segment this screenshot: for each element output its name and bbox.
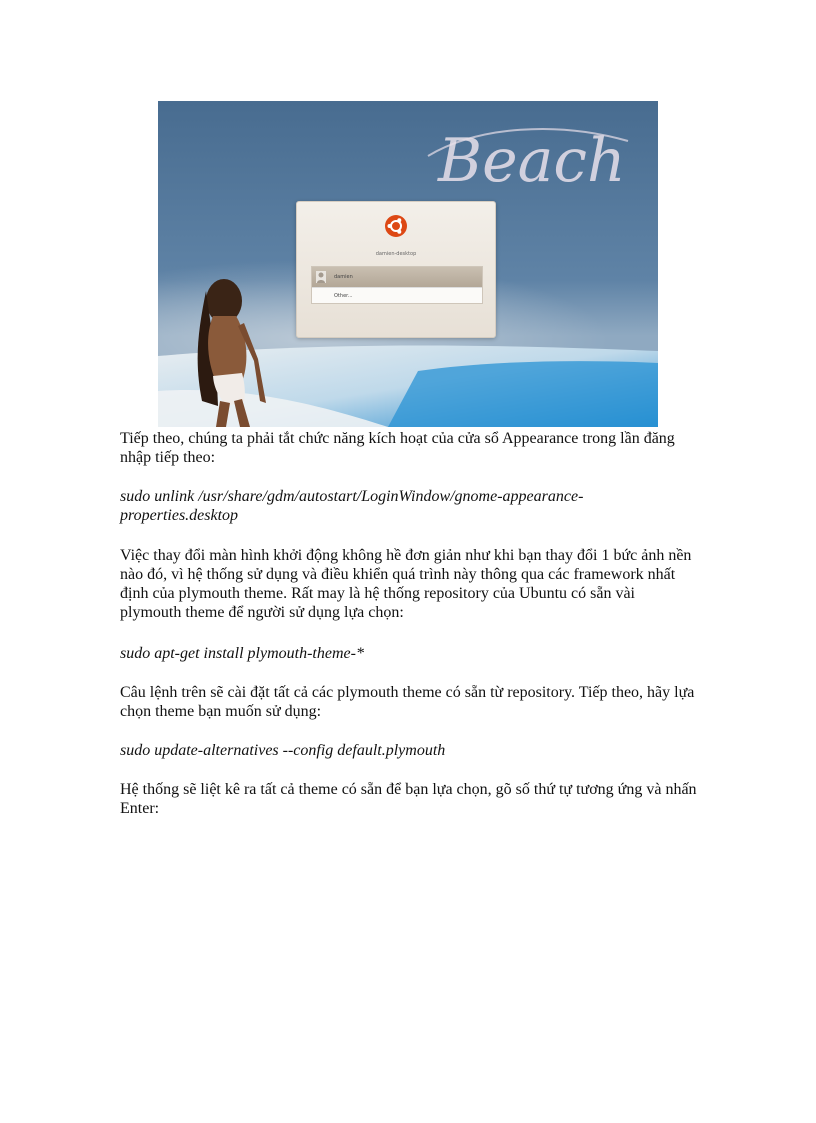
user-avatar-icon bbox=[316, 271, 326, 283]
host-name: damien-desktop bbox=[375, 251, 417, 257]
other-user-label: Other... bbox=[334, 292, 353, 299]
user-item-other[interactable] bbox=[312, 287, 482, 303]
user-name: damien bbox=[334, 274, 353, 280]
ubuntu-logo-icon bbox=[384, 214, 408, 238]
paragraph-intro: Tiếp theo, chúng ta phải tắt chức năng kích hoạt của cửa sổ Appearance trong lần đăng nhập tiếp theo: bbox=[120, 430, 675, 466]
login-screen-image bbox=[158, 101, 658, 427]
paragraph-plymouth: Việc thay đổi màn hình khởi động không hề đơn giản như khi bạn thay đổi 1 bức ảnh nền nào đó, vì hệ thống sử dụng và điều khiển quá trình này thông qua các framework nhất định của plymouth theme. Rất may là hệ thống repository của Ubuntu có sẵn vài plymouth theme để người sử dụng lựa chọn: bbox=[120, 547, 692, 621]
user-list bbox=[311, 266, 483, 304]
paragraph-select: Câu lệnh trên sẽ cài đặt tất cả các plymouth theme có sẵn từ repository. Tiếp theo, hãy lựa chọn theme bạn muốn sử dụng: bbox=[120, 684, 695, 720]
paragraph-list: Hệ thống sẽ liệt kê ra tất cả theme có sẵn để bạn lựa chọn, gõ số thứ tự tương ứng và nhấn Enter: bbox=[120, 781, 697, 817]
command-config: sudo update-alternatives --config default.plymouth bbox=[120, 742, 446, 759]
command-unlink: sudo unlink /usr/share/gdm/autostart/LoginWindow/gnome-appearance-properties.desktop bbox=[120, 488, 584, 524]
login-dialog bbox=[296, 201, 496, 338]
beach-title: Beach bbox=[438, 126, 626, 196]
user-item-damien[interactable] bbox=[312, 267, 482, 287]
command-install: sudo apt-get install plymouth-theme-* bbox=[120, 645, 364, 662]
